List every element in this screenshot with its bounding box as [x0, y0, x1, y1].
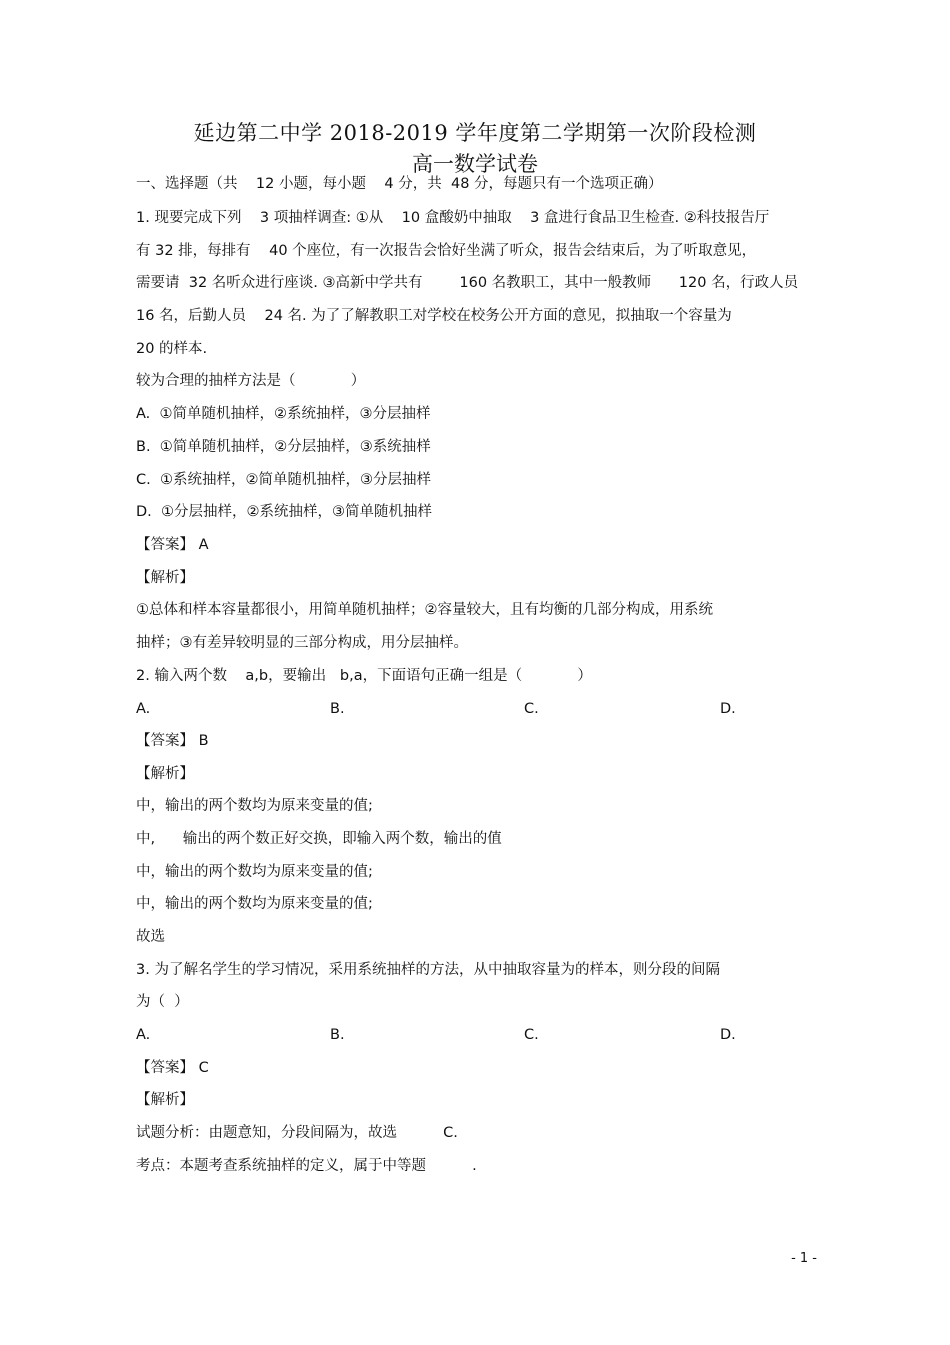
document-subtitle: 高一数学试卷 [412, 152, 538, 176]
q2-analysis-line: 中，输出的两个数均为原来变量的值; [136, 896, 373, 912]
q2-analysis-label: 【解析】 [136, 766, 194, 782]
q1-analysis-line: 抽样；③有差异较明显的三部分构成，用分层抽样。 [136, 635, 468, 651]
q1-analysis-label: 【解析】 [136, 570, 194, 586]
q2-analysis-line: 中, 输出的两个数正好交换，即输入两个数，输出的值 [136, 831, 502, 847]
page-number: - 1 - [791, 1251, 817, 1266]
q3-analysis-line: 试题分析：由题意知，分段间隔为，故选 C. [136, 1125, 458, 1141]
q2-analysis-line: 中，输出的两个数均为原来变量的值; [136, 798, 373, 814]
q2-analysis-line: 故选 [136, 929, 165, 945]
q1-text-line: 需要请 32 名听众进行座谈. ③高新中学共有 160 名教职工，其中一般教师 120 名，行政人员 [136, 275, 799, 291]
q1-option-a: A. ①简单随机抽样，②系统抽样，③分层抽样 [136, 406, 431, 422]
q3-text-line: 3. 为了解名学生的学习情况，采用系统抽样的方法，从中抽取容量为的样本，则分段的间隔 [136, 962, 720, 978]
q2-analysis-line: 中，输出的两个数均为原来变量的值; [136, 864, 373, 880]
q3-answer: 【答案】 C [136, 1060, 209, 1076]
q1-text-line: 有 32 排，每排有 40 个座位，有一次报告会恰好坐满了听众，报告会结束后，为了听取意见， [136, 243, 757, 259]
q3-option-b: B. [330, 1027, 345, 1043]
q2-option-c: C. [524, 701, 539, 717]
q2-option-b: B. [330, 701, 345, 717]
q1-analysis-line: ①总体和样本容量都很小，用简单随机抽样；②容量较大，且有均衡的几部分构成，用系统 [136, 602, 713, 618]
q1-option-c: C. ①系统抽样，②简单随机抽样，③分层抽样 [136, 472, 431, 488]
q2-answer: 【答案】 B [136, 733, 209, 749]
document-title: 延边第二中学 2018-2019 学年度第二学期第一次阶段检测 [193, 121, 757, 145]
q1-option-b: B. ①简单随机抽样，②分层抽样，③系统抽样 [136, 439, 431, 455]
q3-option-a: A. [136, 1027, 151, 1043]
q1-text-line: 1. 现要完成下列 3 项抽样调查: ①从 10 盒酸奶中抽取 3 盒进行食品卫生检查. ②科技报告厅 [136, 210, 770, 226]
q2-text: 2. 输入两个数 a,b，要输出 b,a，下面语句正确一组是（ ） [136, 668, 592, 684]
q1-text-line: 20 的样本. [136, 341, 208, 357]
q1-prompt: 较为合理的抽样方法是（ ） [136, 373, 366, 389]
q1-option-d: D. ①分层抽样，②系统抽样，③简单随机抽样 [136, 504, 432, 520]
q3-analysis-label: 【解析】 [136, 1092, 194, 1108]
q2-option-d: D. [720, 701, 736, 717]
q3-text-line: 为（ ） [136, 994, 189, 1010]
q3-option-c: C. [524, 1027, 539, 1043]
q3-option-d: D. [720, 1027, 736, 1043]
q1-text-line: 16 名，后勤人员 24 名. 为了了解教职工对学校在校务公开方面的意见，拟抽取一个容量为 [136, 308, 732, 324]
q1-answer: 【答案】 A [136, 537, 209, 553]
q2-option-a: A. [136, 701, 151, 717]
section-heading: 一、选择题（共 12 小题，每小题 4 分，共 48 分，每题只有一个选项正确） [136, 176, 663, 192]
q3-analysis-line: 考点：本题考查系统抽样的定义，属于中等题 . [136, 1158, 477, 1174]
